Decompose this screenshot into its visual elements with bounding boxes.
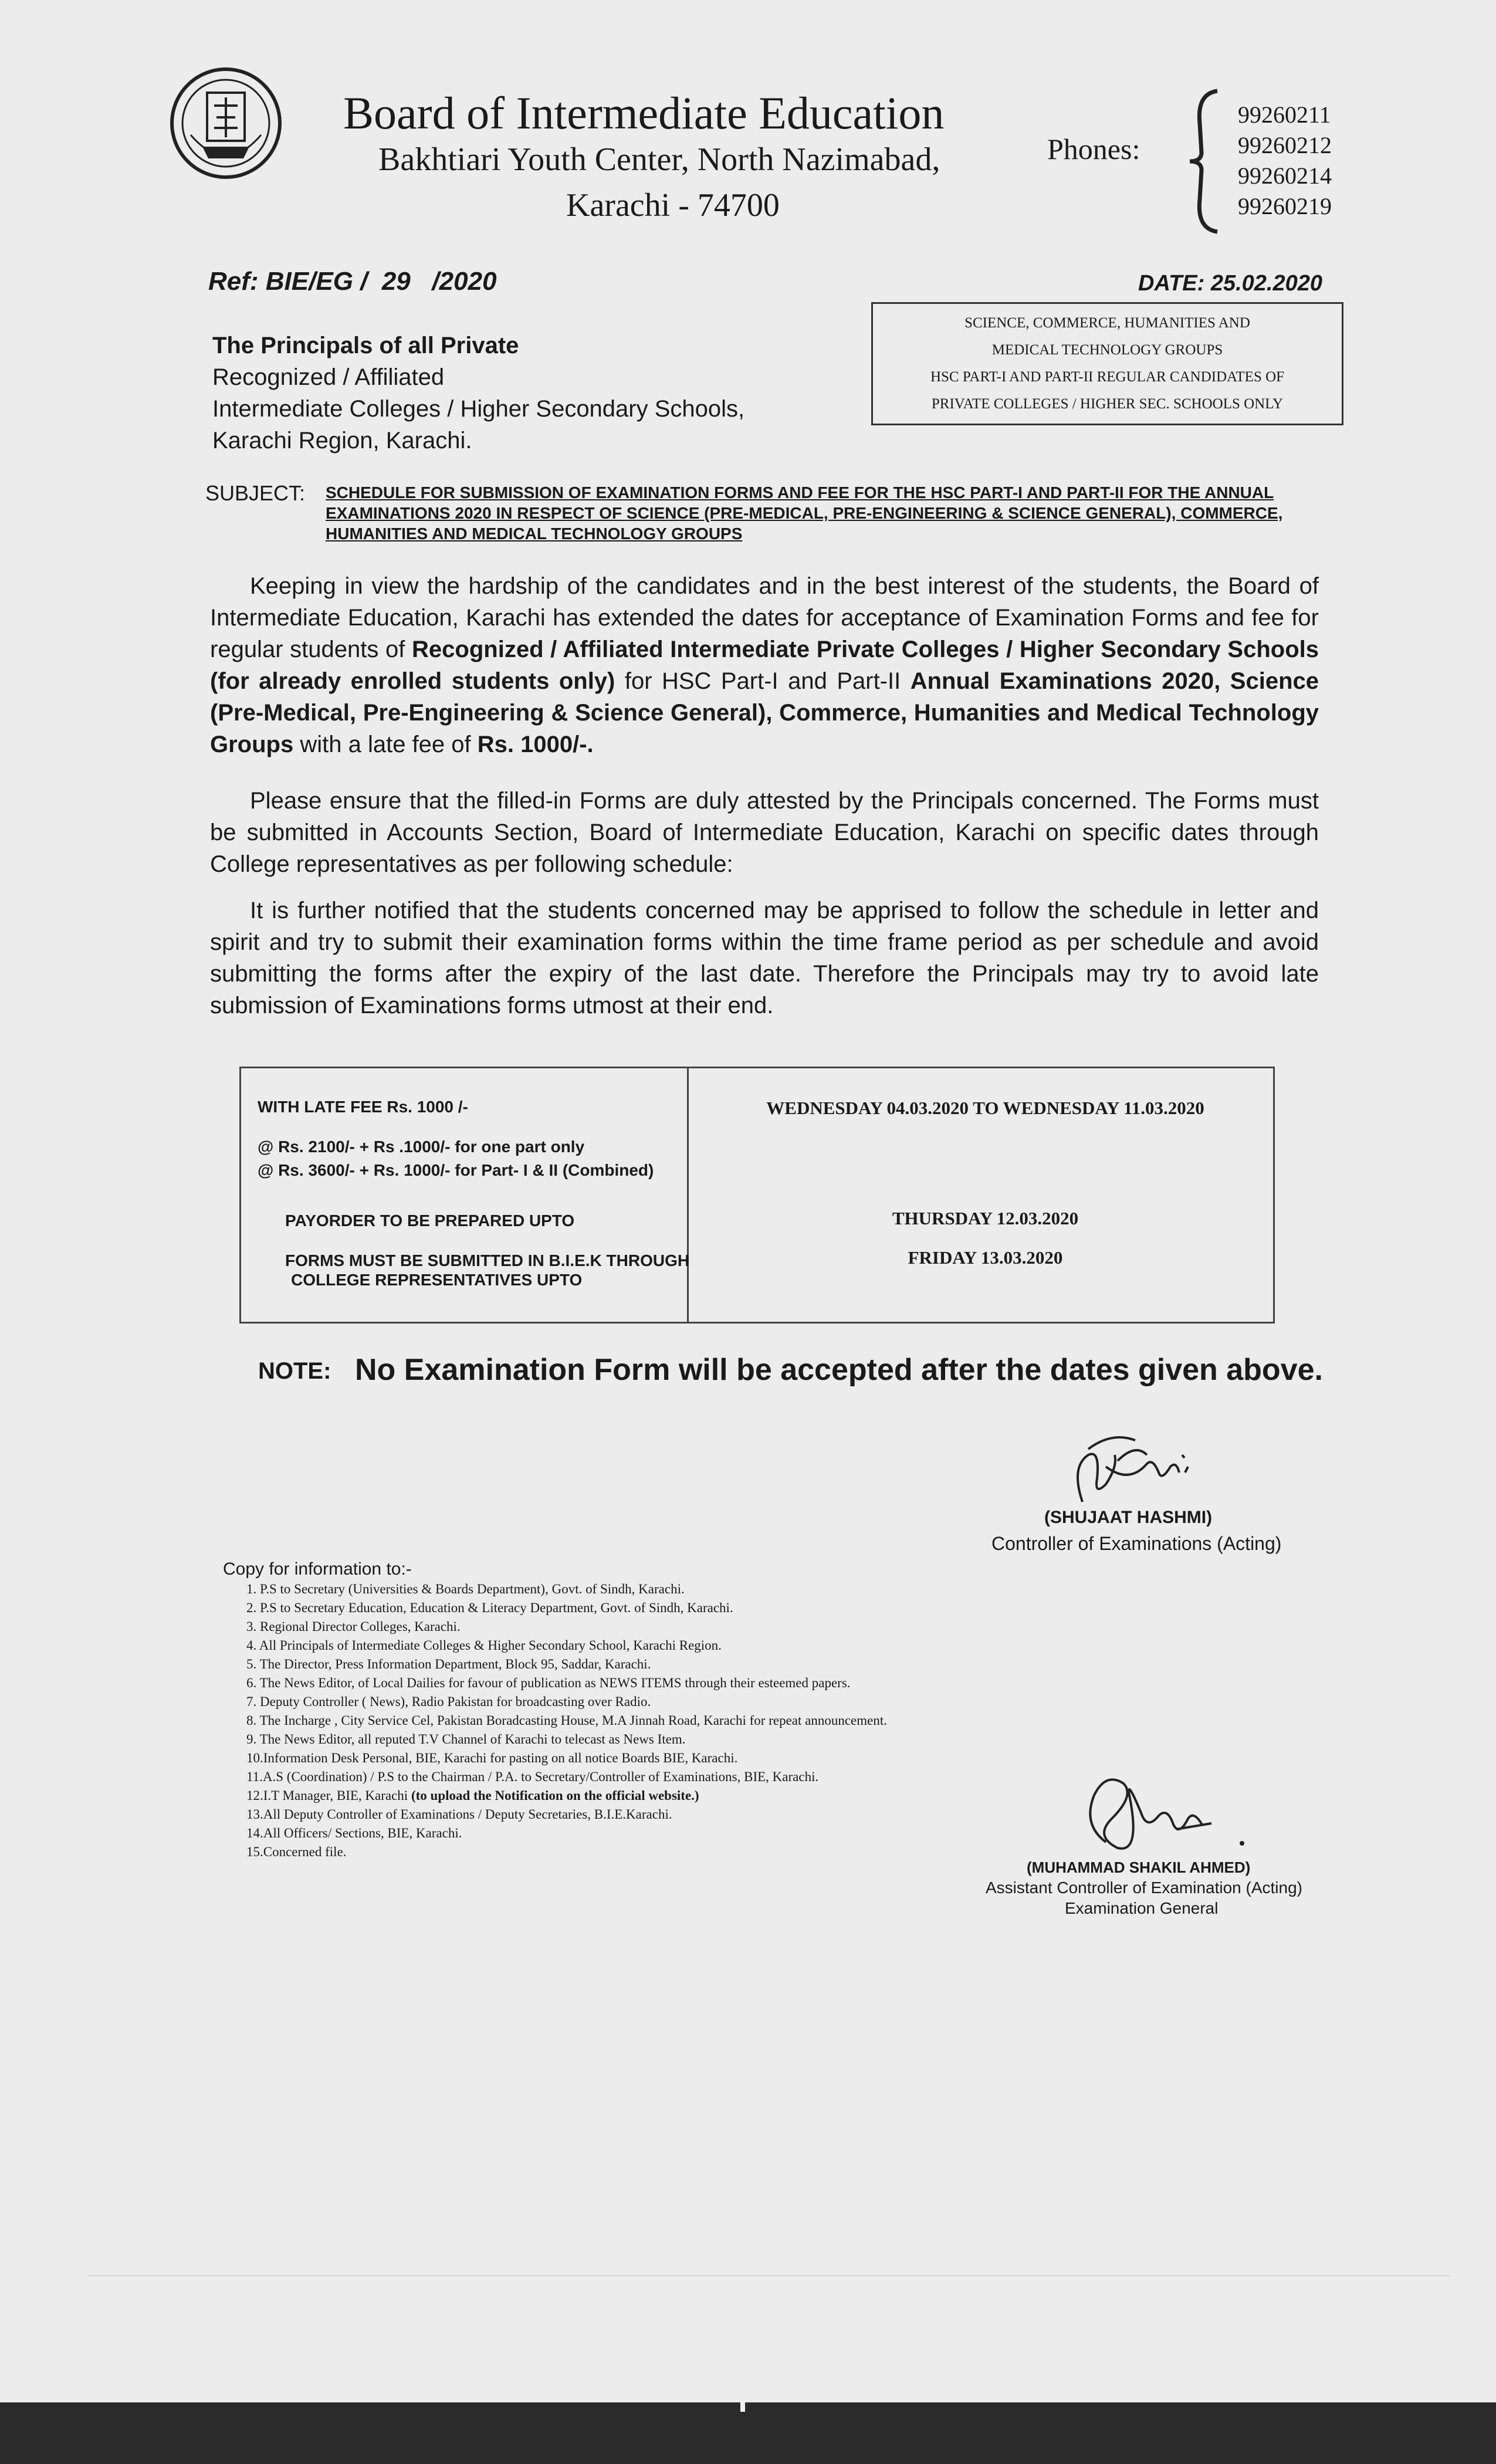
list-item: 4. All Principals of Intermediate Colleges & Higher Secondary School, Karachi Region. [246, 1638, 722, 1653]
address-line-2: Karachi - 74700 [566, 187, 780, 224]
list-item: 1. P.S to Secretary (Universities & Boards Department), Govt. of Sindh, Karachi. [246, 1582, 685, 1596]
board-seal-logo [167, 65, 285, 182]
payorder-date: THURSDAY 12.03.2020 [892, 1208, 1079, 1228]
phone-numbers [1238, 100, 1332, 222]
late-fee-label: WITH LATE FEE Rs. 1000 /- [258, 1098, 468, 1116]
fee-rate-1: @ Rs. 2100/- + Rs .1000/- for one part only [258, 1138, 585, 1156]
addressee-line: Karachi Region, Karachi. [212, 428, 472, 453]
scan-mark [740, 2401, 745, 2412]
groups-line: MEDICAL TECHNOLOGY GROUPS [991, 342, 1223, 358]
list-item: 5. The Director, Press Information Department, Block 95, Saddar, Karachi. [246, 1657, 651, 1671]
list-item: 10.Information Desk Personal, BIE, Karachi for pasting on all notice Boards BIE, Karachi. [246, 1751, 738, 1765]
para1-bold: Recognized / Affiliated Intermediate Private Colleges / Higher Secondary Schools (for already enrolled students only) [210, 637, 1319, 694]
list-item-text: 12.I.T Manager, BIE, Karachi [246, 1788, 411, 1803]
late-fee-dates: WEDNESDAY 04.03.2020 TO WEDNESDAY 11.03.2020 [766, 1098, 1204, 1118]
para1-bold: Annual Examinations 2020, Science (Pre-Medical, Pre-Engineering & Science General), Commerce, Humanities and Medical Technology Groups [210, 668, 1319, 757]
paragraph-2 [210, 785, 1319, 880]
forms-label-line2: COLLEGE REPRESENTATIVES UPTO [291, 1271, 583, 1289]
addressee-block [212, 330, 744, 456]
list-item: 7. Deputy Controller ( News), Radio Pakistan for broadcasting over Radio. [246, 1694, 651, 1709]
list-item: 14.All Officers/ Sections, BIE, Karachi. [246, 1826, 462, 1840]
note-text: No Examination Form will be accepted after the dates given above. [355, 1353, 1323, 1387]
groups-line: HSC PART-I AND PART-II REGULAR CANDIDATES OF [930, 369, 1285, 385]
letter-date: DATE: 25.02.2020 [1138, 271, 1323, 296]
list-item: 6. The News Editor, of Local Dailies for favour of publication as NEWS ITEMS through their esteemed papers. [246, 1676, 851, 1690]
phone-number: 99260214 [1238, 163, 1332, 189]
signatory-2-name: (MUHAMMAD SHAKIL AHMED) [1027, 1859, 1251, 1876]
schedule-table [239, 1067, 1275, 1324]
para1-text: for HSC Part-I and Part-II [615, 668, 911, 694]
list-item: 11.A.S (Coordination) / P.S to the Chairman / P.A. to Secretary/Controller of Examinations, BIE, Karachi. [246, 1769, 819, 1784]
para1-text: Keeping in view the hardship of the candidates and in the best interest of the students, the Board of Intermediate Education, Karachi has extended the dates for acceptance of Examination Forms and fee for regular students of [210, 573, 1319, 662]
copy-label: Copy for information to:- [223, 1559, 412, 1579]
addressee-line: The Principals of all Private [212, 333, 519, 358]
signatory-1-title: Controller of Examinations (Acting) [991, 1533, 1282, 1554]
copy-list [246, 1580, 887, 1861]
payorder-label: PAYORDER TO BE PREPARED UPTO [285, 1211, 575, 1230]
addressee-line: Recognized / Affiliated [212, 364, 445, 390]
signatory-1-name: (SHUJAAT HASHMI) [1044, 1508, 1213, 1527]
list-item: 3. Regional Director Colleges, Karachi. [246, 1619, 461, 1634]
addressee-line: Intermediate Colleges / Higher Secondary Schools, [212, 396, 745, 422]
note-label: NOTE: [258, 1358, 331, 1384]
paragraph-1 [210, 570, 1319, 760]
scan-edge-line [88, 2275, 1449, 2276]
board-name: Board of Intermediate Education [343, 87, 945, 138]
subject-label: SUBJECT: [205, 481, 306, 505]
list-item: 8. The Incharge , City Service Cel, Pakistan Boradcasting House, M.A Jinnah Road, Karachi for repeat announcement. [246, 1713, 887, 1728]
forms-label-line1: FORMS MUST BE SUBMITTED IN B.I.E.K THROUGH [285, 1251, 690, 1270]
para1-text: with a late fee of [293, 732, 478, 757]
list-item: 13.All Deputy Controller of Examinations / Deputy Secretaries, B.I.E.Karachi. [246, 1807, 672, 1822]
phones-label: Phones: [1047, 133, 1140, 165]
groups-line: SCIENCE, COMMERCE, HUMANITIES AND [964, 315, 1250, 331]
para1-bold: Rs. 1000/-. [477, 732, 594, 757]
groups-line: PRIVATE COLLEGES / HIGHER SEC. SCHOOLS ONLY [931, 396, 1284, 412]
para3-text: It is further notified that the students concerned may be apprised to follow the schedule in letter and spirit and try to submit their examination forms within the time frame period as per schedule and avoid submitting the forms after the expiry of the last date. Therefore the Principals may try to avoid late submission of Examinations forms utmost at their end. [210, 898, 1319, 1018]
list-item: 2. P.S to Secretary Education, Education & Literacy Department, Govt. of Sindh, Karachi. [246, 1600, 733, 1615]
signatory-2-title: Assistant Controller of Examination (Acting) [986, 1879, 1302, 1897]
signatory-2-subtitle: Examination General [1065, 1899, 1219, 1917]
reference-number: Ref: BIE/EG / 29 /2020 [208, 267, 497, 296]
para2-text: Please ensure that the filled-in Forms are duly attested by the Principals concerned. The Forms must be submitted in Accounts Section, Board of Intermediate Education, Karachi on specific dates through College representatives as per following schedule: [210, 788, 1319, 877]
subject-text: SCHEDULE FOR SUBMISSION OF EXAMINATION FORMS AND FEE FOR THE HSC PART-I AND PART-II FOR THE ANNUAL EXAMINATIONS 2020 IN RESPECT OF SCIENCE (PRE-MEDICAL, PRE-ENGINEERING & SCIENCE GENERAL), COMMERCE, HUMANITIES AND MEDICAL TECHNOLOGY GROUPS [326, 483, 1283, 543]
fee-rate-2: @ Rs. 3600/- + Rs. 1000/- for Part- I & II (Combined) [258, 1161, 654, 1179]
phone-number: 99260219 [1238, 193, 1332, 219]
paragraph-3 [210, 895, 1319, 1021]
brace-icon [1185, 88, 1226, 235]
groups-box [871, 302, 1343, 425]
signature-2 [1071, 1760, 1253, 1860]
list-item [246, 1786, 887, 1805]
table-divider [687, 1068, 689, 1322]
signature-1 [1065, 1431, 1206, 1508]
phone-number: 99260211 [1238, 101, 1331, 128]
phone-number: 99260212 [1238, 132, 1332, 158]
address-line-1: Bakhtiari Youth Center, North Nazimabad, [378, 141, 940, 178]
list-item: 9. The News Editor, all reputed T.V Channel of Karachi to telecast as News Item. [246, 1732, 686, 1747]
list-item-bold: (to upload the Notification on the official website.) [411, 1788, 699, 1803]
forms-date: FRIDAY 13.03.2020 [908, 1247, 1063, 1268]
list-item: 15.Concerned file. [246, 1844, 347, 1859]
